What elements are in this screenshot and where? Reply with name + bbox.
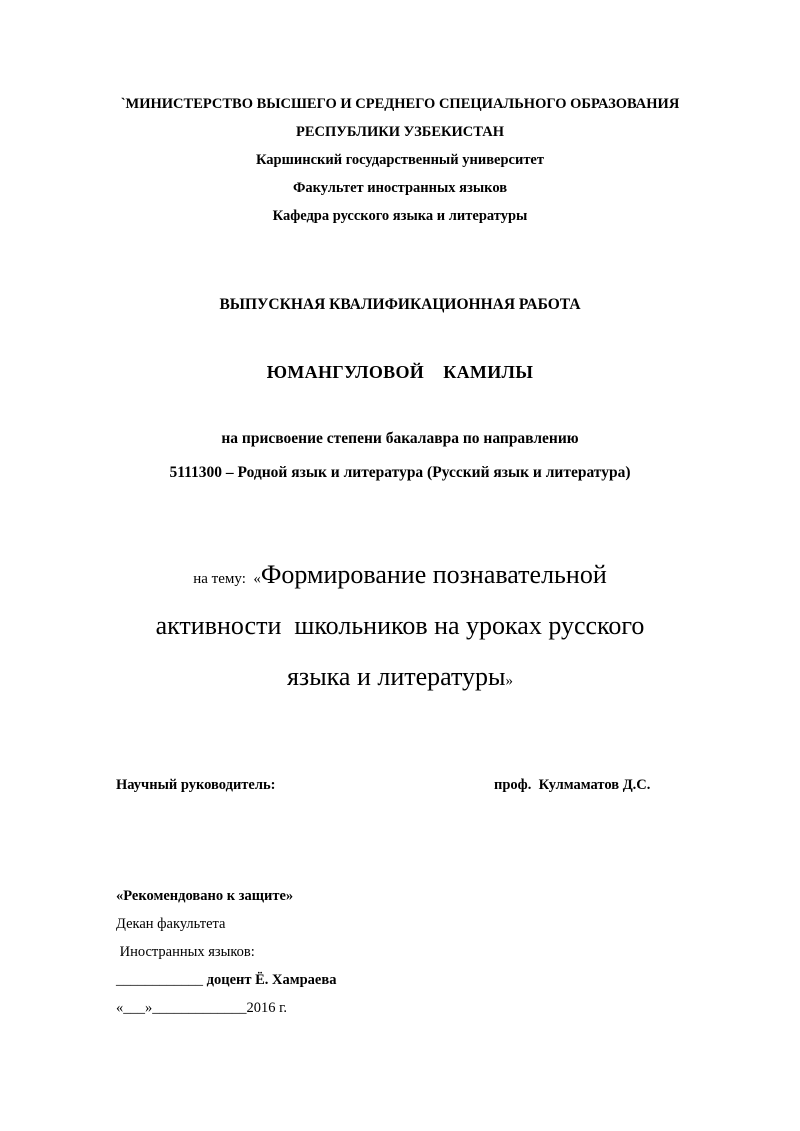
topic-line-3: [0, 662, 800, 692]
topic-prefix: на тему: «: [193, 571, 261, 587]
faculty-languages-label: Иностранных языков:: [116, 944, 255, 960]
topic-text-1: Формирование познавательной: [260, 560, 607, 589]
degree-line-2: 5111300 – Родной язык и литература (Русский язык и литература): [169, 464, 631, 481]
faculty-name: Факультет иностранных языков: [292, 180, 508, 196]
degree-line-1: на присвоение степени бакалавра по направлению: [221, 430, 579, 447]
dean-label: Декан факультета: [116, 916, 226, 932]
supervisor-label: Научный руководитель:: [116, 777, 276, 793]
date-line: «___»_____________2016 г.: [116, 1000, 288, 1016]
topic-line-1: [0, 560, 800, 590]
signatory-name: доцент Ё. Хамраева: [203, 972, 337, 988]
signature-line: [116, 972, 336, 989]
university-name: Каршинский государственный университет: [255, 152, 544, 168]
supervisor-name: проф. Кулмаматов Д.С.: [494, 777, 651, 793]
recommended-label: «Рекомендовано к защите»: [116, 888, 294, 904]
department-name: Кафедра русского языка и литературы: [272, 208, 528, 224]
topic-suffix: »: [505, 673, 514, 689]
author-name: ЮМАНГУЛОВОЙ КАМИЛЫ: [266, 362, 534, 382]
work-type-title: ВЫПУСКНАЯ КВАЛИФИКАЦИОННАЯ РАБОТА: [219, 296, 581, 313]
ministry-heading: `МИНИСТЕРСТВО ВЫСШЕГО И СРЕДНЕГО СПЕЦИАЛЬНОГО ОБРАЗОВАНИЯ: [120, 96, 680, 112]
signature-blank: ____________: [116, 972, 203, 988]
republic-heading: РЕСПУБЛИКИ УЗБЕКИСТАН: [296, 124, 504, 140]
topic-line-2: активности школьников на уроках русского: [155, 611, 645, 640]
topic-text-3: языка и литературы: [286, 662, 506, 691]
